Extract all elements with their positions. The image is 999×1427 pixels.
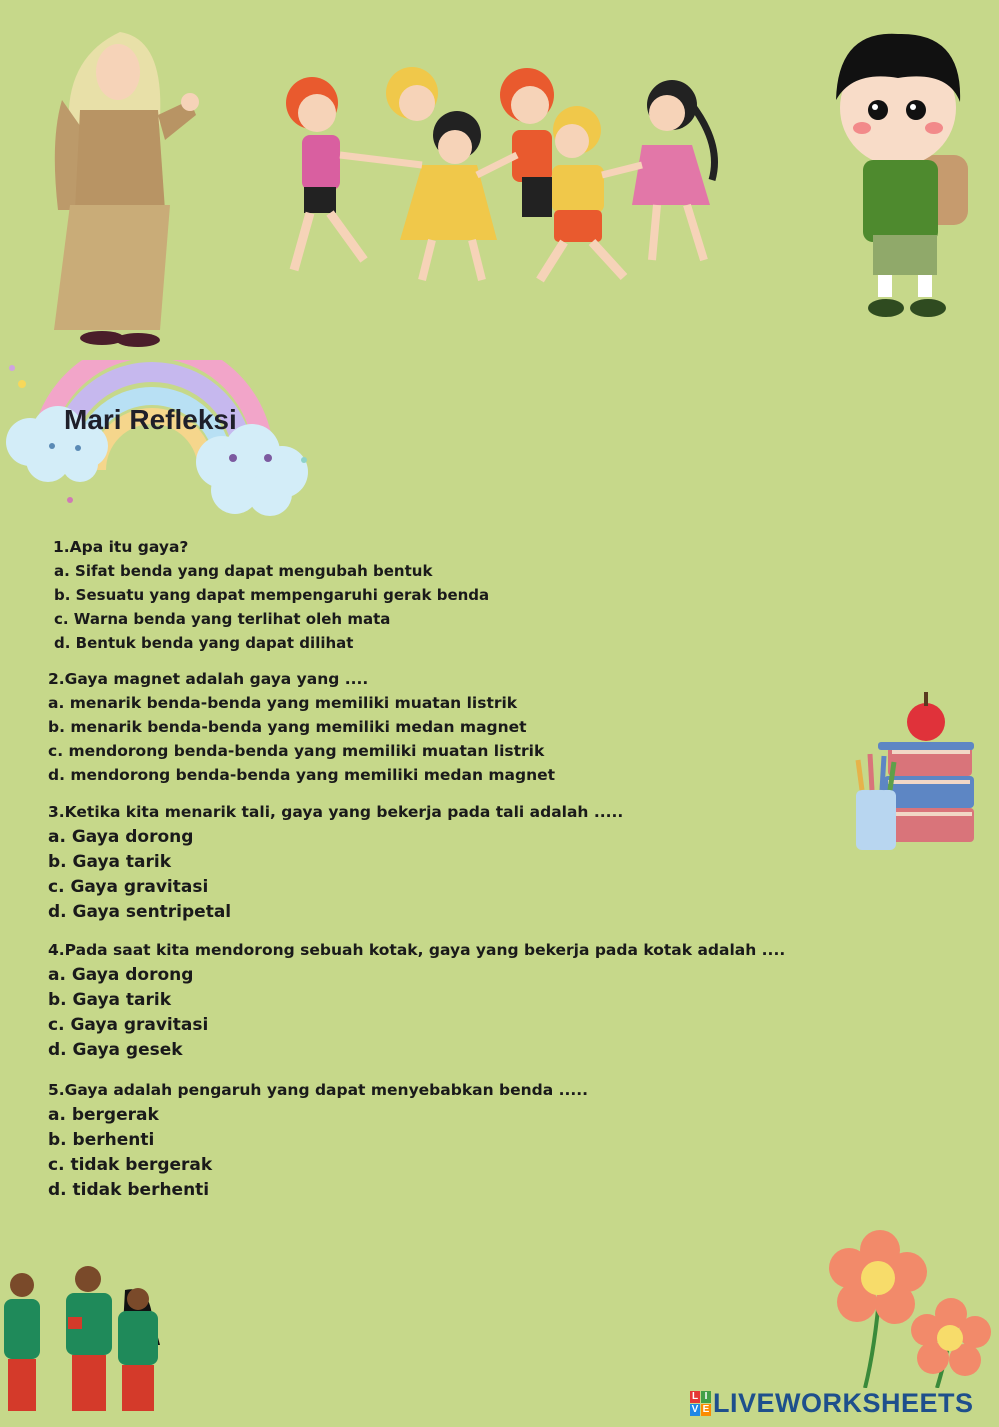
answer-option[interactable]: d. Gaya sentripetal [48,902,232,922]
answer-option[interactable]: d. mendorong benda-benda yang memiliki medan magnet [48,766,556,784]
teacher-illustration [40,20,200,350]
answer-option[interactable]: c. Gaya gravitasi [48,877,209,897]
liveworksheets-logo-icon [690,1391,711,1416]
books-apple-pencils-icon [848,690,978,855]
logo-letter: I [701,1391,711,1403]
question-prompt: 2.Gaya magnet adalah gaya yang .... [48,670,369,688]
answer-option[interactable]: b. berhenti [48,1130,155,1150]
answer-option[interactable]: b. menarik benda-benda yang memiliki medan magnet [48,718,527,736]
logo-letter: L [691,1391,699,1402]
answer-option[interactable]: a. bergerak [48,1105,159,1125]
question-prompt: 4.Pada saat kita mendorong sebuah kotak, gaya yang bekerja pada kotak adalah .... [48,941,786,959]
answer-option[interactable]: d. Bentuk benda yang dapat dilihat [54,634,354,652]
answer-option[interactable]: c. tidak bergerak [48,1155,213,1175]
liveworksheets-brand[interactable] [690,1388,974,1418]
answer-option[interactable]: a. Sifat benda yang dapat mengubah bentuk [54,562,433,580]
answer-option[interactable]: b. Sesuatu yang dapat mempengaruhi gerak benda [54,586,490,604]
answer-option[interactable]: a. Gaya dorong [48,965,194,985]
answer-option[interactable]: d. tidak berhenti [48,1180,210,1200]
answer-option[interactable]: b. Gaya tarik [48,852,172,872]
logo-letter: E [702,1404,710,1415]
answer-option[interactable]: a. Gaya dorong [48,827,194,847]
students-group-illustration [0,1265,170,1415]
question-prompt: 1.Apa itu gaya? [53,538,189,556]
answer-option[interactable]: b. Gaya tarik [48,990,172,1010]
answer-option[interactable]: a. menarik benda-benda yang memiliki muatan listrik [48,694,518,712]
answer-option[interactable]: c. Warna benda yang terlihat oleh mata [54,610,391,628]
answer-option[interactable]: c. Gaya gravitasi [48,1015,209,1035]
logo-letter: V [691,1404,699,1415]
brand-name: LIVEWORKSHEETS [713,1387,974,1418]
page-title: Mari Refleksi [64,404,237,435]
question-prompt: 3.Ketika kita menarik tali, gaya yang bekerja pada tali adalah ..... [48,803,624,821]
flowers-icon [825,1228,999,1388]
answer-option[interactable]: c. mendorong benda-benda yang memiliki muatan listrik [48,742,545,760]
answer-option[interactable]: d. Gaya gesek [48,1040,183,1060]
boy-backpack-illustration [828,30,978,325]
question-prompt: 5.Gaya adalah pengaruh yang dapat menyebabkan benda ..... [48,1081,589,1099]
children-circle-illustration [272,55,732,295]
rainbow-clouds-icon [0,360,320,530]
